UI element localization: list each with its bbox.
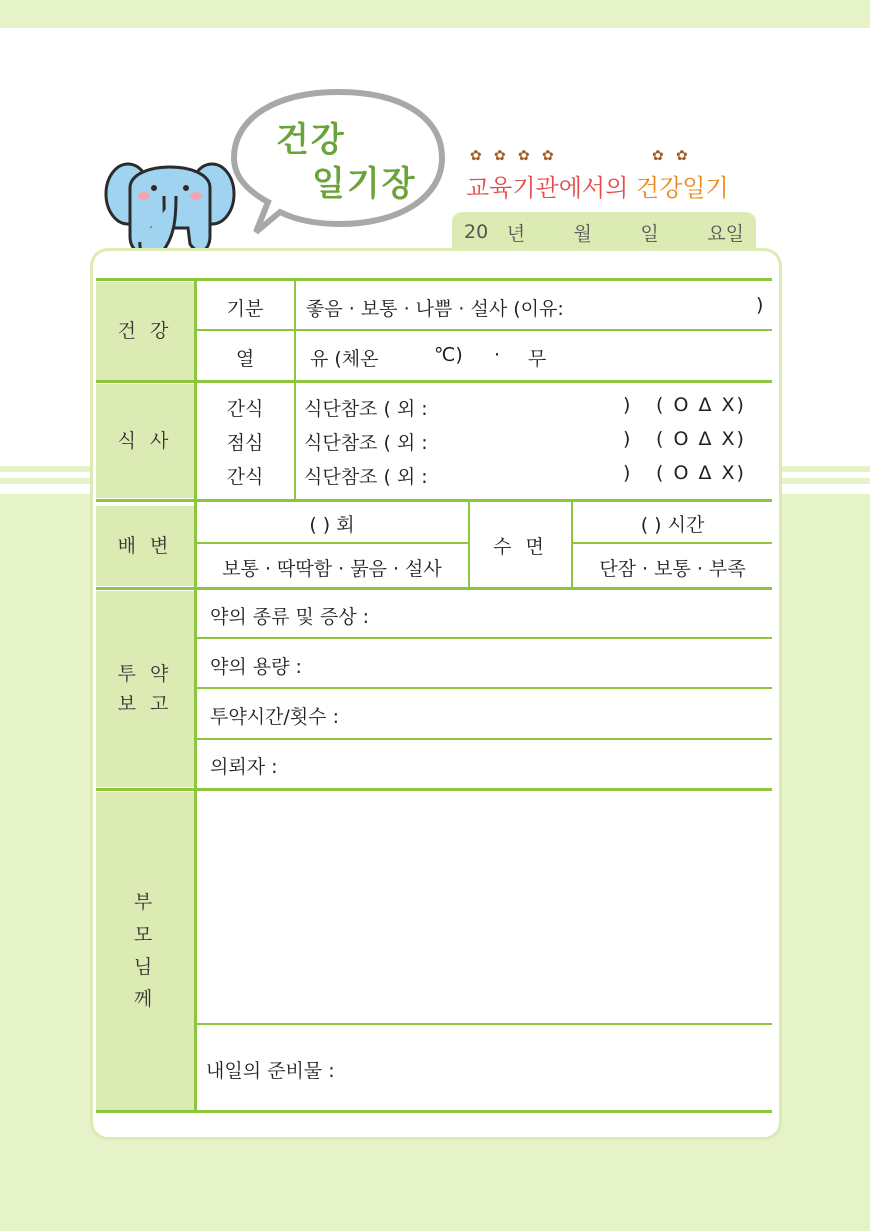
rule <box>96 788 772 791</box>
sleep-options[interactable]: 단잠 · 보통 · 부족 <box>599 558 746 580</box>
rule <box>96 1110 772 1113</box>
rule <box>96 278 772 281</box>
label-parents <box>96 792 194 1110</box>
meal-ref[interactable]: 식단참조 ( 외 : <box>304 466 428 488</box>
sleep-label: 수 면 <box>493 536 548 558</box>
fever-dot: · <box>494 344 501 366</box>
label-health: 건 강 <box>96 282 194 380</box>
rule <box>96 380 772 383</box>
prep-label[interactable]: 내일의 준비물 : <box>206 1060 335 1082</box>
fever-unit: ℃) <box>434 344 463 366</box>
bowel-options[interactable]: 보통 · 딱딱함 · 묽음 · 설사 <box>222 558 442 580</box>
meal-marks[interactable]: ( O Δ X) <box>656 428 746 450</box>
rule <box>96 587 772 590</box>
flower-icon: ✿ <box>494 148 506 164</box>
date-month[interactable]: 월 <box>573 222 592 245</box>
date-year[interactable]: 년 <box>506 222 526 245</box>
label-medication-line2: 보 고 <box>117 693 173 715</box>
mood-label: 기분 <box>226 298 264 320</box>
flower-icon: ✿ <box>652 148 664 164</box>
title-line1: 건강 <box>276 120 346 160</box>
rule <box>196 542 468 544</box>
meal-close: ) <box>623 428 631 450</box>
flower-icon: ✿ <box>676 148 688 164</box>
rule <box>294 278 296 500</box>
flower-icon: ✿ <box>518 148 530 164</box>
flower-icon: ✿ <box>470 148 482 164</box>
label-parents-char: 모 <box>133 923 157 946</box>
label-parents-char: 님 <box>133 956 157 978</box>
rule <box>196 1023 772 1025</box>
rule <box>196 329 772 331</box>
label-medication <box>96 591 194 787</box>
parents-message-area[interactable] <box>198 792 772 1022</box>
label-parents-char: 부 <box>133 891 157 914</box>
date-weekday[interactable]: 요일 <box>707 222 744 245</box>
sleep-hours[interactable]: ( ) 시간 <box>640 514 705 536</box>
mood-close: ) <box>756 294 764 316</box>
rule <box>572 542 772 544</box>
date-year-prefix[interactable]: 20 <box>464 221 489 243</box>
fever-yes[interactable]: 유 (체온 <box>310 348 379 370</box>
bowel-count[interactable]: ( ) 회 <box>309 514 355 536</box>
meal-marks[interactable]: ( O Δ X) <box>656 462 746 484</box>
fever-label: 열 <box>235 348 255 370</box>
fever-no[interactable]: 무 <box>528 348 547 370</box>
label-bowel: 배 변 <box>96 506 194 586</box>
meal-name: 간식 <box>226 398 264 420</box>
med-time-count[interactable]: 투약시간/횟수 : <box>210 706 339 728</box>
label-parents-char: 께 <box>133 988 157 1011</box>
meal-close: ) <box>623 462 631 484</box>
meal-ref[interactable]: 식단참조 ( 외 : <box>304 432 428 454</box>
meal-ref[interactable]: 식단참조 ( 외 : <box>304 398 428 420</box>
subtitle <box>466 168 729 203</box>
health-form <box>96 278 772 1114</box>
date-bar <box>452 212 756 252</box>
date-day[interactable]: 일 <box>640 222 659 245</box>
meal-name: 간식 <box>226 466 264 488</box>
meal-close: ) <box>623 394 631 416</box>
flower-icon: ✿ <box>542 148 554 164</box>
med-dose[interactable]: 약의 용량 : <box>210 656 302 678</box>
rule <box>196 687 772 689</box>
meal-name: 점심 <box>226 432 264 454</box>
top-band <box>0 0 870 28</box>
rule <box>96 499 772 502</box>
rule <box>196 738 772 740</box>
subtitle-part1: 교육기관에서의 <box>466 174 636 202</box>
mood-options[interactable]: 좋음 · 보통 · 나쁨 · 설사 (이유: <box>306 298 564 320</box>
label-medication-line1: 투 약 <box>117 662 173 685</box>
med-type-symptom[interactable]: 약의 종류 및 증상 : <box>210 606 370 628</box>
meal-marks[interactable]: ( O Δ X) <box>656 394 746 416</box>
label-meal: 식 사 <box>96 384 194 498</box>
title-line2: 일기장 <box>312 164 417 204</box>
subtitle-part2: 건강일기 <box>635 174 729 202</box>
rule <box>196 637 772 639</box>
med-requester[interactable]: 의뢰자 : <box>210 756 278 778</box>
